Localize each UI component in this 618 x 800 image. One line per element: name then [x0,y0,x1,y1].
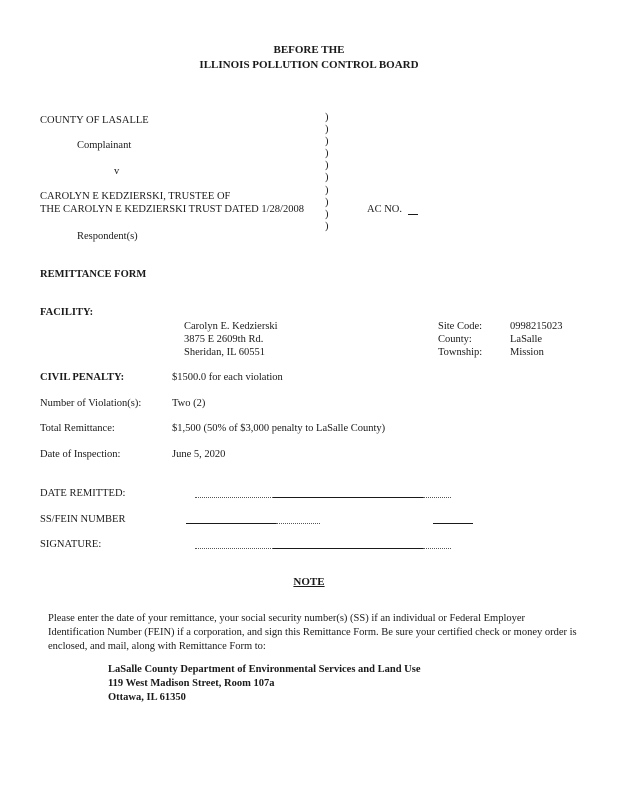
facility-city: Sheridan, IL 60551 [184,347,265,358]
violations-value: Two (2) [172,398,206,409]
complainant-label: Complainant [77,140,132,151]
total-remittance-value: $1,500 (50% of $3,000 penalty to LaSalle County) [172,423,386,434]
ss-fein-field[interactable] [186,523,276,524]
civil-penalty-label: CIVIL PENALTY: [40,372,125,383]
date-remitted-dots-end [423,497,451,498]
ac-no-underline [408,214,418,215]
respondent-line-2: THE CAROLYN E KEDZIERSKI TRUST DATED 1/28/2008 [40,204,304,215]
civil-penalty-value: $1500.0 for each violation [172,372,283,383]
site-code-label: Site Code: [438,321,483,332]
caption-parentheses: ) ) ) ) ) ) ) ) ) ) [325,112,329,232]
header-line-2: ILLINOIS POLLUTION CONTROL BOARD [199,59,419,71]
township-label: Township: [438,347,483,358]
fein-field[interactable] [433,523,473,524]
ac-no-label: AC NO. [367,204,403,215]
date-remitted-label: DATE REMITTED: [40,488,126,499]
signature-dots-end [423,548,451,549]
facility-name: Carolyn E. Kedzierski [184,321,278,332]
violations-label: Number of Violation(s): [40,398,142,409]
signature-dots [195,548,273,549]
signature-field[interactable] [273,548,423,549]
respondent-label: Respondent(s) [77,231,138,242]
mailing-address-line-1: LaSalle County Department of Environmental Services and Land Use [108,664,421,675]
note-title: NOTE [293,576,325,588]
county-label: County: [438,334,472,345]
township-value: Mission [510,347,544,358]
county-value: LaSalle [510,334,543,345]
signature-label: SIGNATURE: [40,539,102,550]
ss-fein-dots [276,523,320,524]
mailing-address-line-2: 119 West Madison Street, Room 107a [108,678,275,689]
site-code-value: 0998215023 [510,321,563,332]
inspection-date-value: June 5, 2020 [172,449,226,460]
mailing-address-line-3: Ottawa, IL 61350 [108,692,186,703]
facility-label: FACILITY: [40,307,94,318]
inspection-date-label: Date of Inspection: [40,449,121,460]
versus-label: v [114,166,120,177]
date-remitted-dots [195,497,273,498]
facility-address: 3875 E 2609th Rd. [184,334,264,345]
date-remitted-field[interactable] [273,497,423,498]
ss-fein-label: SS/FEIN NUMBER [40,514,126,525]
respondent-line-1: CAROLYN E KEDZIERSKI, TRUSTEE OF [40,191,231,202]
note-body: Please enter the date of your remittance, your social security number(s) (SS) if an individual or Federal Employer Identification Number (FEIN) if a corporation, and sign this Remittance Form. Be sure your certified check or money order is enclosed, and mail, along with Remittance Form to: [48,613,577,652]
header-line-1: BEFORE THE [273,44,345,56]
form-title: REMITTANCE FORM [40,269,147,280]
complainant-name: COUNTY OF LASALLE [40,115,149,126]
total-remittance-label: Total Remittance: [40,423,115,434]
